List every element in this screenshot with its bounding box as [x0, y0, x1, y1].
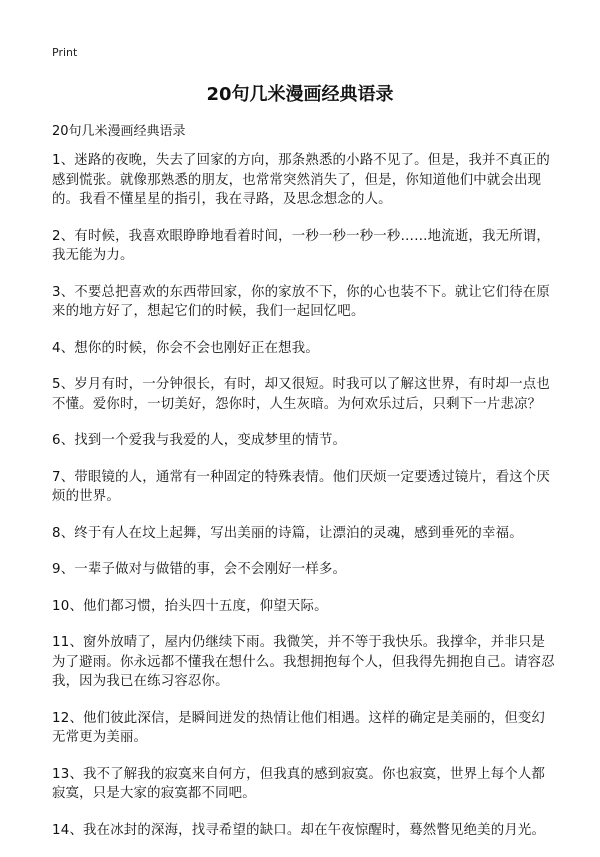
quote-item: 4、想你的时候，你会不会也刚好正在想我。 [52, 340, 319, 356]
quote-item: 10、他们都习惯，抬头四十五度，仰望天际。 [52, 598, 328, 614]
quote-item: 1、迷路的夜晚，失去了回家的方向，那条熟悉的小路不见了。但是，我并不真正的感到慌张。就像那熟悉的朋友，也常常突然消失了，但是，你知道他们中就会出现的。我看不懂星星的指引，我在寻路，及思念想念的人。 [52, 153, 550, 207]
quote-item: 2、有时候，我喜欢眼睁睁地看着时间，一秒一秒一秒一秒……地流逝，我无所谓，我无能为力。 [52, 228, 550, 263]
quote-item: 7、带眼镜的人，通常有一种固定的特殊表情。他们厌烦一定要透过镜片，看这个厌烦的世界。 [52, 469, 550, 504]
quote-item: 8、终于有人在坟上起舞，写出美丽的诗篇，让漂泊的灵魂，感到垂死的幸福。 [52, 525, 523, 541]
quote-list [52, 151, 556, 857]
quote-item: 6、找到一个爱我与我爱的人，变成梦里的情节。 [52, 433, 347, 448]
quote-item: 11、窗外放晴了，屋内仍继续下雨。我微笑，并不等于我快乐。我撑伞，并非只是为了避雨。你永远都不懂我在想什么。我想拥抱每个人，但我得先拥抱自己。请容忍我，因为我已在练习容忍你。 [52, 635, 555, 689]
quote-item: 3、不要总把喜欢的东西带回家，你的家放不下，你的心也装不下。就让它们待在原来的地方好了，想起它们的时候，我们一起回忆吧。 [52, 284, 550, 319]
page-subtitle: 20句几米漫画经典语录 [52, 124, 186, 139]
print-link[interactable]: Print [52, 46, 78, 59]
quote-item: 14、我在冰封的深海，找寻希望的缺口。却在午夜惊醒时，蓦然瞥见绝美的月光。 [52, 822, 546, 838]
quote-item: 13、我不了解我的寂寞来自何方，但我真的感到寂寞。你也寂寞，世界上每个人都寂寞，只是大家的寂寞都不同吧。 [52, 766, 546, 801]
quote-item: 5、岁月有时，一分钟很长，有时，却又很短。时我可以了解这世界，有时却一点也不懂。爱你时，一切美好，怨你时，人生灰暗。为何欢乐过后，只剩下一片悲凉？ [52, 377, 550, 412]
page-title: 20句几米漫画经典语录 [206, 84, 394, 105]
quote-item: 9、一辈子做对与做错的事，会不会刚好一样多。 [52, 562, 347, 577]
quote-item: 12、他们彼此深信，是瞬间迸发的热情让他们相遇。这样的确定是美丽的，但变幻无常更为美丽。 [52, 710, 546, 745]
